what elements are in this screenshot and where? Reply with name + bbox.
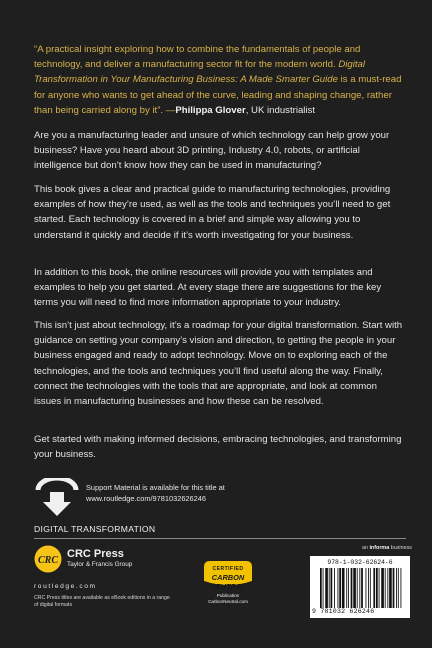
barcode-bar (323, 568, 324, 608)
barcode-bar (401, 568, 402, 608)
barcode-bar (387, 568, 388, 608)
barcode-bar (393, 568, 395, 608)
barcode-bar (339, 568, 341, 608)
informa-business-label (312, 545, 412, 551)
carbon-neutral-label: CARBON NEUTRAL (210, 573, 246, 591)
quoted-book-title: Digital Transformation in Your Manufacturing Business: A Made Smarter Guide (34, 59, 365, 86)
carbon-neutral-url[interactable]: CarbonNeutral.com (208, 599, 248, 604)
barcode-bars (320, 568, 404, 608)
isbn-number: 978-1-032-62624-6 (327, 559, 393, 566)
publisher-url[interactable]: routledge.com (34, 583, 97, 590)
barcode-bar (376, 568, 378, 608)
divider (34, 538, 406, 539)
barcode-bar (320, 568, 322, 608)
blurb-paragraph-5: Get started with making informed decisions, embracing technologies, and transforming your business. (34, 434, 402, 461)
barcode-bar (359, 568, 360, 608)
crc-press-logo-icon (34, 545, 62, 573)
support-material-line: Support Material is available for this title at (86, 483, 225, 492)
subject-category: DIGITAL TRANSFORMATION (34, 524, 156, 534)
barcode-bar (379, 568, 380, 608)
support-material-info (86, 482, 306, 504)
svg-text:CRC: CRC (37, 555, 59, 566)
informa-brand: informa (369, 545, 390, 551)
blurb-paragraph-4: This isn’t just about technology, it’s a roadmap for your digital transformation. Start with guidance on setting your company’s vision and direction, to getting the people in your business engaged and ready to adopt technology. Move on to exploring each of the technologies, and the tools and techniques you’ll find useful along the way. Finally, connect the technologies with the tools that are appropriate, and look at common issues in manufacturing businesses and how these can be resolved. (34, 320, 403, 408)
barcode-bar (398, 568, 399, 608)
barcode-bar (342, 568, 345, 608)
blurb-paragraph-1: Are you a manufacturing leader and unsure of which technology can help grow your business? Have you heard about 3D printing, Industry 4.0, robots, or artificial intelligence but don’t know how they can be used in manufacturing? (34, 130, 390, 172)
barcode-bar (368, 568, 369, 608)
quote-author: Philippa Glover (175, 104, 246, 116)
barcode-bar (396, 568, 397, 608)
barcode-bar (325, 568, 328, 608)
endorsement-quote (34, 42, 404, 118)
barcode-bar (338, 568, 339, 608)
blurb-paragraph-2: This book gives a clear and practical guide to manufacturing technologies, providing examples of how they’re used, as well as the tools and techniques you’ll need to get started. Each technology is covered in a brief and simple way allowing you to understand it quickly and decide if it’s worth investigating for your business. (34, 184, 391, 241)
informa-prefix: an (361, 545, 370, 551)
support-material-url[interactable]: www.routledge.com/9781032626246 (86, 494, 206, 503)
barcode-bar (389, 568, 392, 608)
barcode-bar (357, 568, 358, 608)
blurb-paragraph-3: In addition to this book, the online resources will provide you with templates and examples to help you get started. At every stage there are suggestions for the key terms you will need to find more information appropriate to your industry. (34, 267, 382, 309)
barcode-bar (329, 568, 330, 608)
informa-suffix: business (389, 545, 412, 551)
barcode-bar (348, 568, 349, 608)
barcode-bar (361, 568, 363, 608)
barcode-bar (366, 568, 367, 608)
ebook-availability-note: CRC Press titles are available as eBook editions in a range of digital formats (34, 595, 170, 608)
quote-text-end: is a must-read for anyone who wants to get ahead of the curve, leading and shaping change, rather than being carried along by it”. — (34, 74, 402, 116)
barcode-bar (351, 568, 353, 608)
support-material-icon (34, 478, 80, 518)
isbn-barcode (310, 556, 410, 618)
publication-label: Publication (216, 593, 240, 598)
barcode-bar (385, 568, 386, 608)
barcode-bar (370, 568, 371, 608)
barcode-bar (373, 568, 375, 608)
barcode-bar (346, 568, 347, 608)
barcode-bar (334, 568, 335, 608)
barcode-bar (381, 568, 384, 608)
barcode-bar (353, 568, 356, 608)
publisher-group: Taylor & Francis Group (67, 561, 133, 568)
publisher-name: CRC Press (67, 548, 124, 560)
quote-text-start: “A practical insight exploring how to combine the fundamentals of people and technology, and deliver a manufacturing sector fit for the modern world. (34, 44, 361, 71)
barcode-bar (331, 568, 333, 608)
barcode-digits: 9 781032 626246 (312, 608, 375, 615)
quote-author-role: , UK industrialist (245, 104, 316, 116)
certified-label: CERTIFIED (212, 566, 244, 572)
